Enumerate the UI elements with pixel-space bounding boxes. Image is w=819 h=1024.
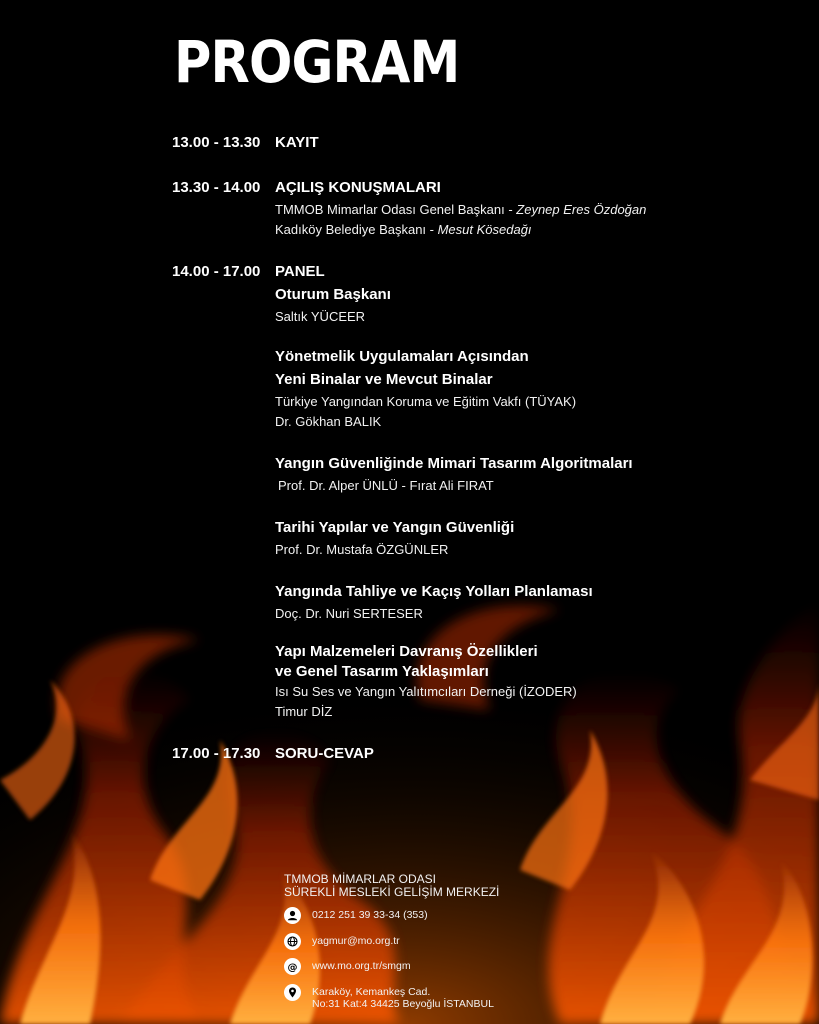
talk-title: Yeni Binalar ve Mevcut Binalar — [275, 371, 493, 388]
org-unit: SÜREKLİ MESLEKİ GELİŞİM MERKEZİ — [284, 885, 500, 899]
speaker-name: Mesut Kösedağı — [437, 222, 532, 237]
contact-address — [284, 984, 494, 1010]
talk-title: Yönetmelik Uygulamaları Açısından — [275, 348, 529, 365]
talk-speaker: Timur DİZ — [275, 704, 333, 719]
session-title-3: PANEL — [275, 263, 325, 280]
talk-title: ve Genel Tasarım Yaklaşımları — [275, 663, 489, 680]
location-pin-icon — [284, 984, 301, 1001]
globe-icon — [284, 933, 301, 950]
talk-speaker: Doç. Dr. Nuri SERTESER — [275, 606, 423, 621]
contact-email[interactable] — [284, 933, 400, 950]
address-line: No:31 Kat:4 34425 Beyoğlu İSTANBUL — [312, 998, 494, 1010]
talk-org: Türkiye Yangından Koruma ve Eğitim Vakfı (TÜYAK) — [275, 394, 577, 409]
talk-speaker: Prof. Dr. Mustafa ÖZGÜNLER — [275, 542, 449, 557]
svg-text:@: @ — [287, 962, 298, 974]
chair-title: Oturum Başkanı — [275, 286, 391, 303]
talk-title: Yangında Tahliye ve Kaçış Yolları Planlaması — [275, 583, 593, 600]
talk-org: Isı Su Ses ve Yangın Yalıtımcıları Derneği (İZODER) — [275, 684, 577, 699]
session-time-2: 13.30 - 14.00 — [172, 179, 261, 196]
page-title: PROGRAM — [174, 28, 460, 96]
address-text — [312, 984, 494, 1010]
talk-title: Tarihi Yapılar ve Yangın Güvenliği — [275, 519, 515, 536]
at-icon — [284, 958, 301, 975]
session-time-4: 17.00 - 17.30 — [172, 745, 261, 762]
contact-phone[interactable] — [284, 907, 428, 924]
web-text: www.mo.org.tr/smgm — [312, 960, 411, 972]
session-time-3: 14.00 - 17.00 — [172, 263, 261, 280]
speaker-name: Zeynep Eres Özdoğan — [516, 202, 647, 217]
session-title-1: KAYIT — [275, 134, 319, 151]
user-icon — [284, 907, 301, 924]
phone-text: 0212 251 39 33-34 (353) — [312, 909, 428, 921]
session-time-1: 13.00 - 13.30 — [172, 134, 261, 151]
speaker-line: Kadıköy Belediye Başkanı - Mesut Kösedağı — [275, 222, 532, 237]
talk-title: Yapı Malzemeleri Davranış Özellikleri — [275, 643, 538, 660]
address-line: Karaköy, Kemankeş Cad. — [312, 986, 431, 998]
speaker-line: TMMOB Mimarlar Odası Genel Başkanı - Zeynep Eres Özdoğan — [275, 202, 647, 217]
footer-organization — [284, 873, 499, 899]
session-title-2: AÇILIŞ KONUŞMALARI — [275, 179, 441, 196]
contact-web[interactable] — [284, 958, 411, 975]
talk-title: Yangın Güvenliğinde Mimari Tasarım Algoritmaları — [275, 455, 633, 472]
session-title-4: SORU-CEVAP — [275, 745, 374, 762]
chair-name: Saltık YÜCEER — [275, 309, 366, 324]
org-name: TMMOB MİMARLAR ODASI — [284, 872, 437, 886]
talk-speaker: Dr. Gökhan BALIK — [275, 414, 382, 429]
talk-speaker: Prof. Dr. Alper ÜNLÜ - Fırat Ali FIRAT — [278, 478, 494, 493]
email-text: yagmur@mo.org.tr — [312, 935, 400, 947]
